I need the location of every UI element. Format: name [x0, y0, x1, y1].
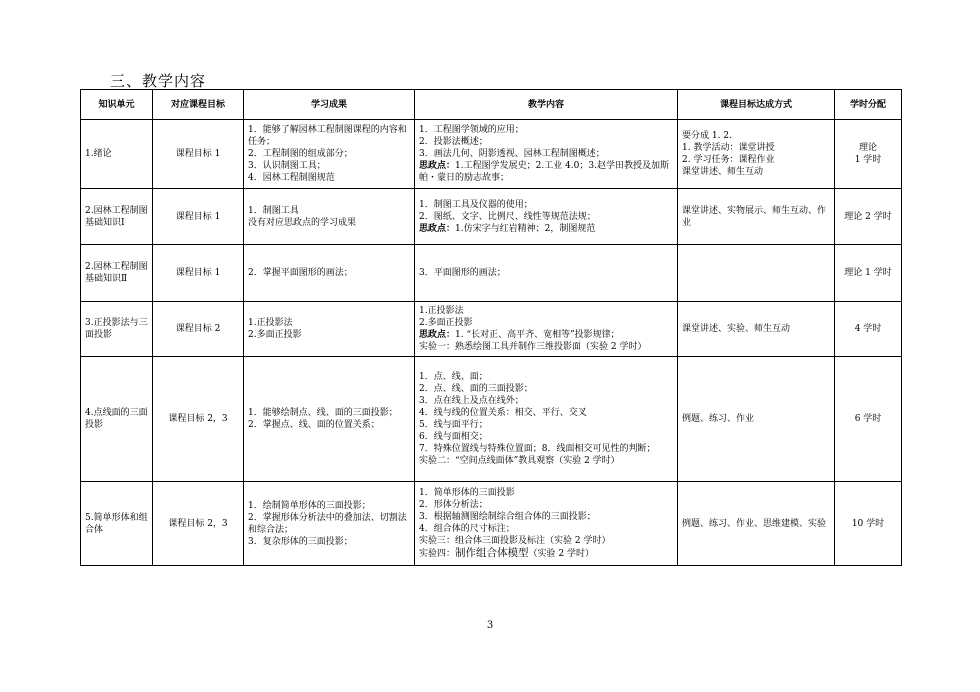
- outcome-line: 2．掌握平面图形的画法；: [248, 268, 353, 278]
- hours-cell: [835, 357, 902, 482]
- ideology-text: 1.工程图学发展史；2.工业 4.0；3.赵学田教授及加斯帕・蒙日的励志故事；: [419, 161, 669, 183]
- outcome-line: 2．工程制图的组成部分；: [248, 149, 353, 159]
- content-cell: [415, 357, 678, 482]
- hours-line: 10 学时: [851, 518, 885, 529]
- header-unit: 知识单元: [81, 90, 153, 120]
- outcome-line: 没有对应思政点的学习成果: [248, 217, 357, 228]
- ideology-line: [419, 223, 673, 235]
- unit-cell: 4.点线面的三面投影: [81, 357, 153, 482]
- goal-cell: 课程目标 2: [153, 302, 244, 357]
- outcomes-cell: [244, 189, 415, 245]
- goal-cell: 课程目标 1: [153, 189, 244, 245]
- outcome-line: 1．制图工具: [248, 205, 299, 216]
- unit-cell: 1.绪论: [81, 120, 153, 189]
- table-row: [81, 245, 902, 302]
- outcome-line: 2．掌握形体分析法中的叠加法、切割法和综合法；: [248, 512, 407, 535]
- ideology-text: 1.仿宋字与红岩精神；2，制图规范: [455, 223, 596, 234]
- method-line: 2. 学习任务：课程作业: [682, 155, 775, 165]
- unit-cell: 2.园林工程制图基础知识Ⅰ: [81, 189, 153, 245]
- hours-line: 6 学时: [854, 414, 882, 424]
- content-line: 实验三：组合体三面投影及标注（实验 2 学时）: [419, 536, 611, 546]
- outcome-line: 3．认识制图工具；: [248, 161, 326, 171]
- content-cell: [415, 120, 678, 189]
- content-line: 3．平面图形的画法；: [419, 268, 506, 278]
- method-line: 1. 教学活动：课堂讲授: [682, 143, 775, 153]
- outcome-line: 1．绘制简单形体的三面投影；: [248, 500, 371, 511]
- content-line: 2．投影法概述；: [419, 137, 488, 147]
- hours-cell: [835, 302, 902, 357]
- content-line: [419, 547, 673, 560]
- table-row: [81, 357, 902, 482]
- content-line: 2．形体分析法；: [419, 500, 488, 510]
- method-cell: [678, 482, 835, 566]
- table-row: [81, 189, 902, 245]
- outcomes-cell: [244, 120, 415, 189]
- outcomes-cell: [244, 482, 415, 566]
- hours-cell: [835, 245, 902, 302]
- content-cell: [415, 189, 678, 245]
- ideology-line: [419, 160, 673, 184]
- hours-cell: [835, 482, 902, 566]
- goal-cell: 课程目标 1: [153, 120, 244, 189]
- experiment-title: 制作组合体模型: [455, 547, 529, 559]
- content-line: 4．线与线的位置关系：相交、平行、交叉: [419, 408, 587, 418]
- content-cell: [415, 302, 678, 357]
- method-cell: [678, 120, 835, 189]
- header-goal: 对应课程目标: [153, 90, 244, 120]
- outcome-line: 4．园林工程制图规范: [248, 173, 335, 183]
- table-row: [81, 120, 902, 189]
- content-line: 4．组合体的尺寸标注；: [419, 524, 515, 534]
- hours-line: 4 学时: [854, 324, 882, 334]
- outcome-line: 1．能够绘制点、线、面的三面投影；: [248, 408, 398, 418]
- hours-line: 理论 2 学时: [844, 211, 892, 222]
- header-outcomes: 学习成果: [244, 90, 415, 120]
- method-line: 要分成 1. 2.: [682, 131, 732, 141]
- method-cell: [678, 245, 835, 302]
- outcome-line: 3．复杂形体的三面投影；: [248, 536, 353, 547]
- content-line: 1．工程图学领域的应用；: [419, 125, 524, 135]
- content-line: 2．点、线、面的三面投影；: [419, 384, 533, 394]
- page-number: 3: [486, 620, 494, 631]
- outcomes-cell: [244, 245, 415, 302]
- outcome-line: 1.正投影法: [248, 318, 293, 328]
- ideology-text: 1. “长对正、高平齐、宽相等”投影规律；: [455, 330, 620, 340]
- content-line: 3．画法几何、阴影透视、园林工程制图概述；: [419, 149, 605, 159]
- unit-cell: 3.正投影法与三面投影: [81, 302, 153, 357]
- content-line: 3．点在线上及点在线外；: [419, 396, 524, 406]
- unit-cell: 5.简单形体和组合体: [81, 482, 153, 566]
- table-row: [81, 482, 902, 566]
- hours-cell: [835, 189, 902, 245]
- method-line: 课堂讲述、师生互动: [682, 167, 764, 177]
- hours-line: 1 学时: [854, 155, 882, 165]
- content-line: 5．线与面平行；: [419, 420, 488, 430]
- content-cell: [415, 482, 678, 566]
- method-cell: [678, 357, 835, 482]
- header-hours: 学时分配: [835, 90, 902, 120]
- content-line: 6．线与面相交；: [419, 432, 488, 442]
- method-line: 课堂讲述、实验、师生互动: [682, 324, 791, 334]
- goal-cell: 课程目标 2，3: [153, 357, 244, 482]
- table-header-row: [81, 90, 902, 120]
- content-line: 实验一：熟悉绘图工具并制作三维投影面（实验 2 学时）: [419, 342, 647, 352]
- header-method: 课程目标达成方式: [678, 90, 835, 120]
- goal-cell: 课程目标 1: [153, 245, 244, 302]
- ideology-label: 思政点：: [419, 161, 456, 171]
- content-line: 1．点、线、面；: [419, 372, 488, 382]
- teaching-content-table: [80, 89, 902, 566]
- method-line: 例题、练习、作业、思维建模、实验: [682, 518, 827, 529]
- content-line: 7．特殊位置线与特殊位置面；8．线面相交可见性的判断；: [419, 444, 656, 454]
- method-cell: [678, 189, 835, 245]
- header-content: 教学内容: [415, 90, 678, 120]
- content-line: 3．根据轴测图绘制综合组合体的三面投影；: [419, 512, 596, 522]
- unit-cell: 2.园林工程制图基础知识Ⅱ: [81, 245, 153, 302]
- content-line: 1.正投影法: [419, 306, 464, 316]
- content-line: 2．图纸、文字、比例尺、线性等规范法规；: [419, 211, 596, 222]
- ideology-label: 思政点：: [419, 330, 456, 340]
- method-cell: [678, 302, 835, 357]
- content-line: 1．简单形体的三面投影: [419, 488, 515, 498]
- content-line: 2.多面正投影: [419, 318, 473, 328]
- goal-cell: 课程目标 2，3: [153, 482, 244, 566]
- experiment-prefix: 实验四：: [419, 549, 456, 559]
- content-line: 1．制图工具及仪器的使用；: [419, 199, 533, 210]
- outcome-line: 2.多面正投影: [248, 330, 302, 340]
- content-line: 实验二：“空间点线面体”教具观察（实验 2 学时）: [419, 456, 620, 466]
- hours-line: 理论 1 学时: [844, 268, 892, 278]
- outcome-line: 1．能够了解园林工程制图课程的内容和任务；: [248, 125, 407, 147]
- outcomes-cell: [244, 302, 415, 357]
- ideology-line: [419, 329, 673, 341]
- hours-cell: [835, 120, 902, 189]
- table-row: [81, 302, 902, 357]
- experiment-suffix: （实验 2 学时）: [528, 549, 594, 559]
- section-title: 三、教学内容: [110, 72, 207, 90]
- outcomes-cell: [244, 357, 415, 482]
- hours-line: 理论: [858, 143, 877, 153]
- content-cell: [415, 245, 678, 302]
- method-line: 例题、练习、作业: [682, 414, 755, 424]
- outcome-line: 2．掌握点、线、面的位置关系；: [248, 420, 380, 430]
- ideology-label: 思政点：: [419, 223, 456, 234]
- method-line: 课堂讲述、实物展示、师生互动、作业: [682, 205, 827, 228]
